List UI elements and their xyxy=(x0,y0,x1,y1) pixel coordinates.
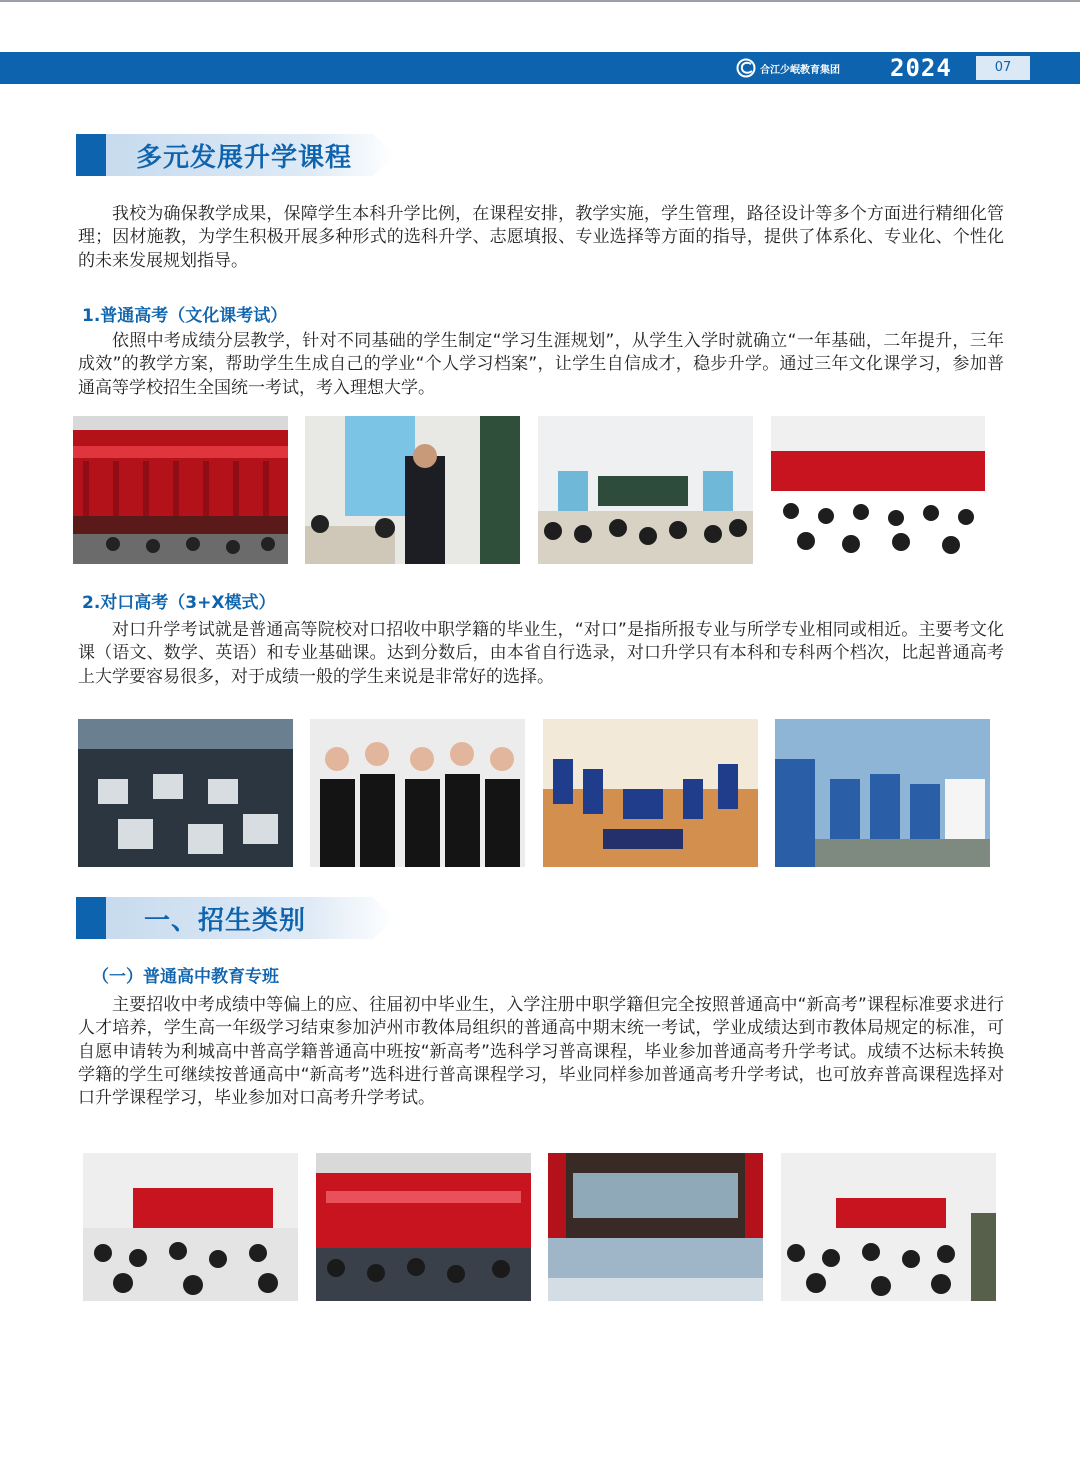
photo-etiquette-training xyxy=(310,719,525,867)
photo-assembly-hall xyxy=(83,1153,298,1301)
brand xyxy=(736,58,840,78)
year-label: 2024 xyxy=(890,54,952,82)
subheading-general-exam: 1.普通高考（文化课考试） xyxy=(82,306,288,326)
photo-first-aid-training xyxy=(543,719,758,867)
general-exam-paragraph: 依照中考成绩分层教学，针对不同基础的学生制定“学习生涯规划”，从学生入学时就确立“一年基础，二年提升，三年成效”的教学方案，帮助学生生成自己的学业“个人学习档案”，让学生自信成才，稳步升学。通过三年文化课学习，参加普通高等学校招生全国统一考试，考入理想大学。 xyxy=(78,331,1004,398)
section-title-courses xyxy=(76,134,396,176)
photo-machine-workshop xyxy=(78,719,293,867)
subheading-high-school-class: （一）普通高中教育专班 xyxy=(92,967,279,987)
top-border-line xyxy=(0,0,1080,2)
photo-meeting-hall xyxy=(73,416,288,564)
section-title-text: 多元发展升学课程 xyxy=(136,143,353,173)
intro-paragraph: 我校为确保教学成果，保障学生本科升学比例，在课程安排，教学实施，学生管理，路径设计等多个方面进行精细化管理；因材施教，为学生积极开展多种形式的选科升学、志愿填报、专业选择等方面的指导，提供了体系化、专业化、个性化的未来发展规划指导。 xyxy=(78,204,1004,271)
photo-technical-workshop xyxy=(775,719,990,867)
photo-classroom-teacher xyxy=(305,416,520,564)
photo-auditorium-students xyxy=(781,1153,996,1301)
brand-name: 合江少岷教育集团 xyxy=(760,64,840,76)
school-logo-icon xyxy=(736,58,756,78)
high-school-class-paragraph: 主要招收中考成绩中等偏上的应、往届初中毕业生，入学注册中职学籍但完全按照普通高中“新高考”课程标准要求进行人才培养，学生高一年级学习结束参加泸州市教体局组织的普通高中期末统一考试，学业成绩达到市教体局规定的标准，可自愿申请转为利城高中普高学籍普通高中班按“新高考”选科学习普高课程，毕业参加普通高考升学考试。成绩不达标未转换学籍的学生可继续按普通高中“新高考”选科进行普高课程学习，毕业同样参加普通高考升学考试，也可放弃普高课程选择对口升学课程学习，毕业参加对口高考升学考试。 xyxy=(78,995,1004,1109)
vocational-exam-paragraph: 对口升学考试就是普通高等院校对口招收中职学籍的毕业生，“对口”是指所报专业与所学专业相同或相近。主要考文化课（语文、数学、英语）和专业基础课。达到分数后，由本省自行选录，对口升学只有本科和专科两个档次，比起普通高考上大学要容易很多，对于成绩一般的学生来说是非常好的选择。 xyxy=(78,620,1004,687)
subheading-vocational-exam: 2.对口高考（3+X模式） xyxy=(82,593,276,613)
photo-exam-briefing xyxy=(771,416,985,564)
photo-lecture-students xyxy=(538,416,753,564)
page-number: 07 xyxy=(976,56,1030,80)
page-header xyxy=(0,52,1080,84)
section-title-text: 一、招生类别 xyxy=(144,906,307,936)
photo-group-ceremony xyxy=(548,1153,763,1301)
section-title-enrollment xyxy=(76,897,396,939)
photo-stage-meeting xyxy=(316,1153,531,1301)
